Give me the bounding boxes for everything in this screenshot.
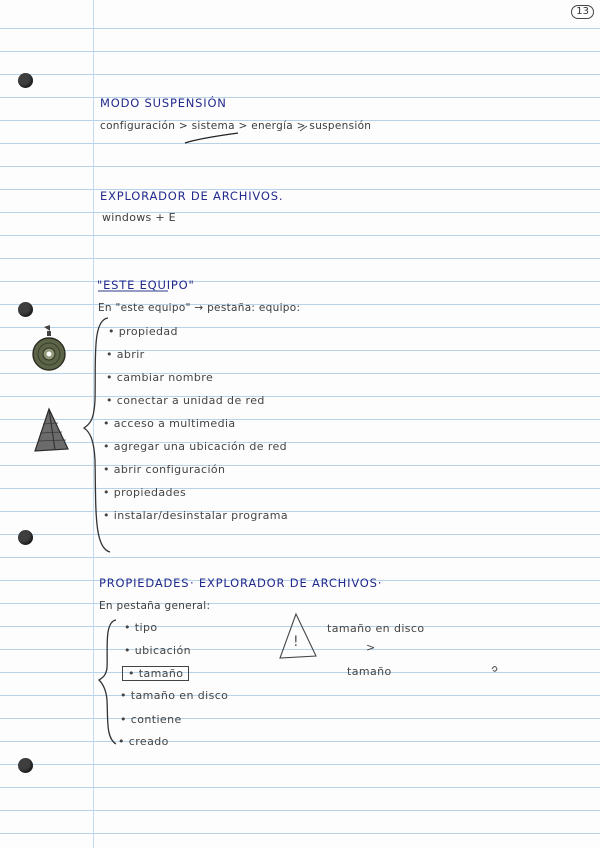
- brace-stroke: [99, 620, 116, 744]
- warning-mark: !: [293, 634, 299, 650]
- path-step: configuración: [100, 120, 176, 132]
- path-step: sistema: [191, 120, 235, 132]
- underline-stroke: [185, 133, 238, 143]
- path-step: energía: [251, 120, 294, 132]
- page-number: 13: [571, 5, 594, 19]
- shortcut-text: windows + E: [102, 211, 176, 224]
- list-item: • instalar/desinstalar programa: [103, 509, 289, 522]
- list-item: • abrir configuración: [103, 463, 226, 476]
- comparison-symbol: >: [366, 641, 376, 654]
- list-item-boxed: • tamaño: [122, 666, 189, 681]
- list-item: • contiene: [120, 713, 182, 726]
- brace-stroke: [84, 318, 110, 552]
- modo-suspension-title: MODO SUSPENSIÓN: [100, 96, 227, 110]
- este-equipo-intro: En "este equipo" → pestaña: equipo:: [98, 302, 301, 314]
- list-item: • tipo: [124, 621, 158, 634]
- list-item: • tamaño en disco: [120, 689, 229, 702]
- propiedades-intro: En pestaña general:: [99, 600, 211, 612]
- path-separator: >: [296, 120, 306, 132]
- explorador-title: EXPLORADOR DE ARCHIVOS.: [100, 189, 284, 203]
- arrow-stroke: [300, 126, 307, 131]
- list-item: • ubicación: [124, 644, 191, 657]
- list-item: • abrir: [106, 348, 145, 361]
- explorador-subtitle: · EXPLORADOR DE ARCHIVOS·: [190, 576, 383, 590]
- triangle-icon: [35, 409, 68, 451]
- list-item: • conectar a unidad de red: [106, 394, 265, 407]
- warning-triangle-icon: [280, 614, 316, 658]
- squiggle-mark: [492, 667, 497, 672]
- comparison-top: tamaño en disco: [327, 622, 425, 635]
- path-separator: >: [178, 120, 188, 132]
- list-item: • agregar una ubicación de red: [103, 440, 288, 453]
- list-item: • creado: [118, 735, 169, 748]
- path-step: suspensión: [309, 120, 372, 132]
- este-equipo-title: "ESTE EQUIPO": [97, 278, 195, 292]
- list-item: • propiedad: [108, 325, 178, 338]
- path-separator: >: [238, 120, 248, 132]
- list-item: • cambiar nombre: [106, 371, 214, 384]
- disc-icon: [33, 325, 65, 370]
- list-item: • propiedades: [103, 486, 187, 499]
- propiedades-title: PROPIEDADES: [99, 576, 190, 590]
- comparison-bottom: tamaño: [347, 665, 392, 678]
- list-item: • acceso a multimedia: [103, 417, 236, 430]
